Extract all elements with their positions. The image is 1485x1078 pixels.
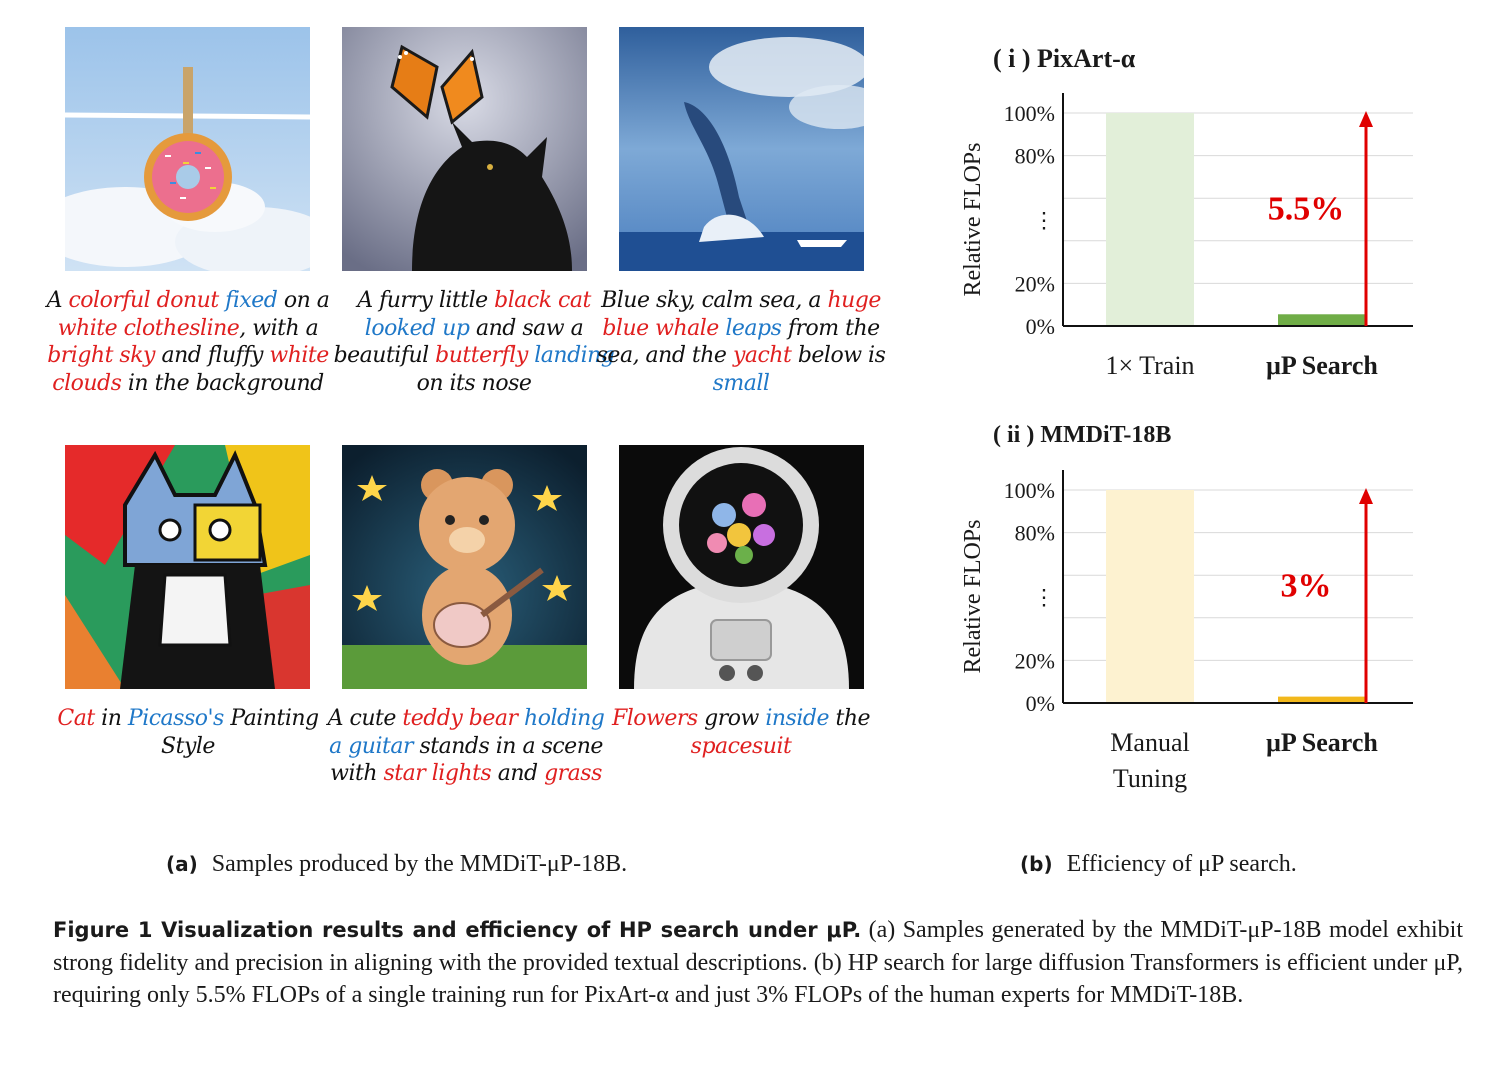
- y-tick-label: 80%: [1014, 520, 1055, 546]
- sample-image-teddy-bear: [342, 445, 587, 689]
- caption-picasso-cat: [43, 705, 333, 760]
- caption-astronaut: [596, 705, 886, 760]
- caption-span: Picasso's: [127, 706, 224, 731]
- annotation-label: 3%: [1280, 567, 1332, 605]
- caption-span: Painting Style: [161, 706, 319, 759]
- y-tick-label: 20%: [1014, 648, 1055, 674]
- x-category-label: μP Search: [1266, 351, 1378, 380]
- y-tick-label: ⋮: [1033, 207, 1055, 233]
- caption-whale: [596, 287, 886, 397]
- caption-span: A cute: [327, 706, 403, 731]
- caption-span: star lights: [383, 761, 492, 786]
- caption-span: below is: [791, 343, 886, 368]
- caption-span: in: [94, 706, 128, 731]
- caption-span: and saw a beautiful: [333, 315, 584, 368]
- caption-span: Flowers: [611, 706, 698, 731]
- caption-span: looked up: [364, 315, 470, 341]
- caption-span: butterfly: [435, 343, 528, 368]
- y-tick-label: 100%: [1003, 101, 1055, 126]
- caption-span: fixed: [218, 288, 278, 313]
- caption-span: on its nose: [416, 370, 532, 396]
- caption-span: inside: [765, 706, 829, 731]
- caption-span: holding a guitar: [329, 706, 605, 759]
- caption-teddy-bear: [321, 705, 611, 788]
- bar-chart-mmdit: [950, 462, 1430, 802]
- y-tick-label: ⋮: [1033, 584, 1055, 610]
- caption-span: stands in a scene with: [330, 733, 603, 786]
- sample-image-picasso-cat: [65, 445, 310, 689]
- caption-span: , with a: [239, 315, 319, 341]
- caption-span: leaps: [718, 315, 782, 341]
- chart-title-mmdit: ( ii ) MMDiT-18B: [993, 422, 1172, 448]
- subcaption-a-text: Samples produced by the MMDiT-μP-18B.: [211, 851, 628, 877]
- subcaption-a: [166, 851, 627, 878]
- x-category-label: 1× Train: [1105, 351, 1195, 380]
- sample-image-whale: [619, 27, 864, 271]
- caption-span: huge blue whale: [602, 288, 881, 341]
- caption-span: A: [46, 288, 69, 313]
- y-tick-label: 100%: [1003, 478, 1055, 503]
- y-tick-label: 0%: [1025, 314, 1055, 339]
- caption-span: white clothesline: [57, 315, 240, 341]
- figure-caption-head: Figure 1 Visualization results and efficiency of HP search under μP.: [53, 918, 862, 942]
- y-tick-label: 0%: [1025, 691, 1055, 716]
- y-tick-label: 20%: [1014, 271, 1055, 297]
- caption-span: white clouds: [52, 343, 329, 396]
- caption-span: yacht: [732, 343, 792, 368]
- y-tick-label: 80%: [1014, 143, 1055, 169]
- y-axis-label: Relative FLOPs: [960, 519, 986, 674]
- caption-span: small: [712, 370, 770, 396]
- caption-span: landing: [527, 343, 615, 368]
- bar-1: [1278, 314, 1366, 326]
- caption-span: and: [491, 761, 545, 786]
- figure-caption-body: (a) Samples generated by the MMDiT-μP-18B model exhibit strong fidelity and precision in aligning with the provided textual descriptions. (b) HP search for large diffusion Transformers is efficient under μP, requiring only 5.5% FLOPs of a single training run for PixArt-α and just 3% FLOPs of the human experts for MMDiT-18B.: [53, 917, 1464, 1008]
- caption-span: grass: [544, 761, 602, 786]
- bar-chart-pixart: [950, 85, 1430, 395]
- caption-span: teddy bear: [402, 706, 518, 731]
- caption-donut: [43, 287, 333, 397]
- sample-image-donut: [65, 27, 310, 271]
- caption-span: spacesuit: [690, 733, 792, 759]
- caption-span: on a: [277, 288, 330, 313]
- chart-title-pixart: ( i ) PixArt-α: [993, 44, 1136, 73]
- caption-span: Blue sky, calm sea, a: [601, 288, 828, 313]
- y-axis-label: Relative FLOPs: [960, 142, 986, 297]
- subcaption-b: [1020, 851, 1297, 878]
- bar-0: [1106, 113, 1194, 326]
- caption-span: Cat: [57, 706, 95, 731]
- sample-image-cat-butterfly: [342, 27, 587, 271]
- caption-span: the: [828, 706, 871, 731]
- figure-caption: [53, 914, 1463, 1012]
- subcaption-a-label: (a): [166, 852, 198, 876]
- caption-span: and fluffy: [154, 343, 270, 368]
- subcaption-b-text: Efficiency of μP search.: [1066, 851, 1297, 877]
- caption-span: colorful donut: [68, 288, 219, 313]
- caption-span: in the background: [121, 370, 324, 396]
- annotation-label: 5.5%: [1267, 190, 1345, 228]
- bar-0: [1106, 490, 1194, 703]
- caption-span: A furry little: [357, 288, 495, 313]
- caption-span: from the sea, and the: [596, 315, 880, 368]
- caption-span: black cat: [494, 288, 591, 313]
- subcaption-b-label: (b): [1020, 852, 1053, 876]
- caption-cat-butterfly: [329, 287, 619, 397]
- caption-span: grow: [697, 706, 766, 731]
- caption-span: bright sky: [47, 343, 155, 368]
- sample-image-astronaut: [619, 445, 864, 689]
- x-category-label: Manual Tuning: [1110, 728, 1190, 793]
- x-category-label: μP Search: [1266, 728, 1378, 757]
